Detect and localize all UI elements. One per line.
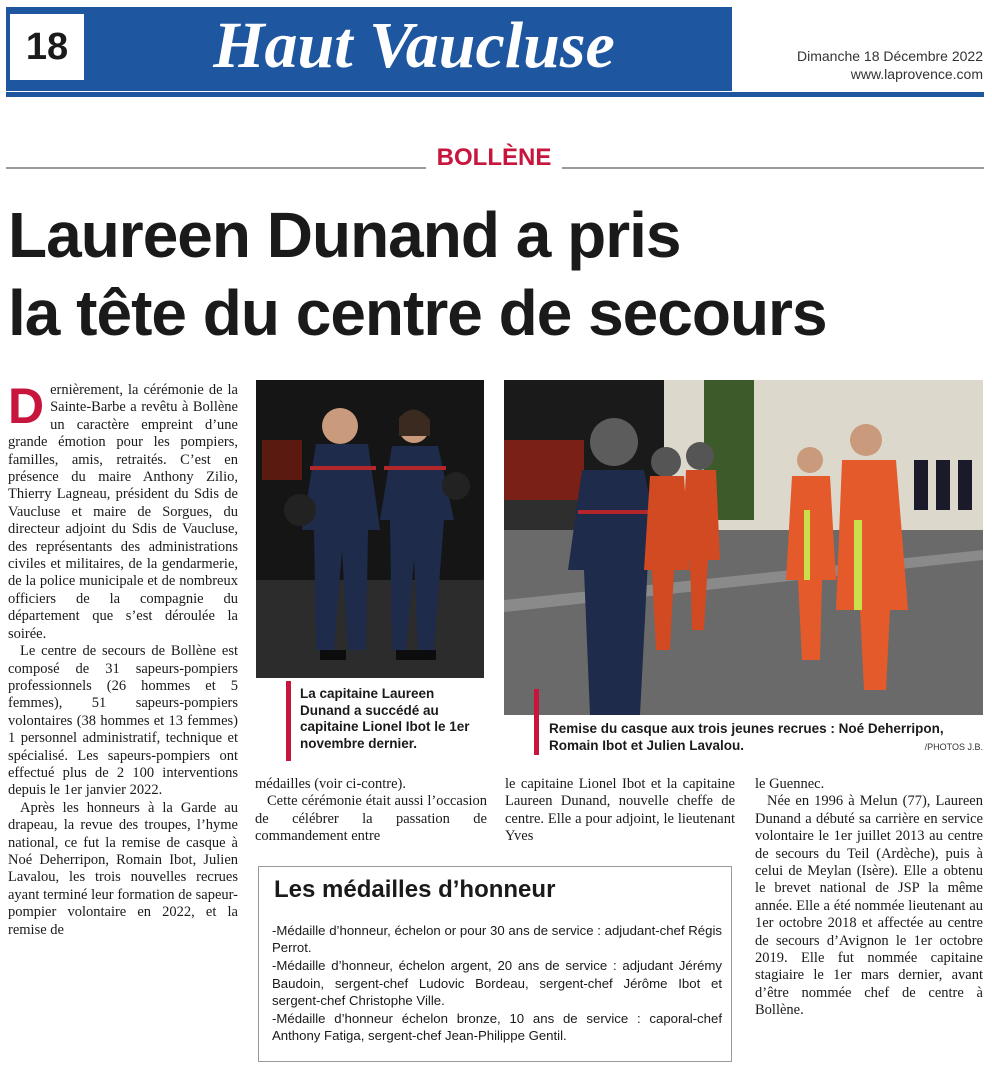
issue-date: Dimanche 18 Décembre 2022 xyxy=(797,48,983,64)
section-title: Haut Vaucluse xyxy=(213,9,615,82)
photo-ceremony-illustration xyxy=(504,380,983,715)
masthead-rule xyxy=(6,92,984,97)
headline-line-2: la tête du centre de secours xyxy=(8,277,827,349)
kicker-rule-right xyxy=(562,167,984,169)
photo-caption-1: La capitaine Laureen Dunand a succédé au capitaine Lionel Ibot le 1er novembre dernier. xyxy=(300,686,470,751)
article-column-4 xyxy=(755,776,983,1020)
article-paragraph: médailles (voir ci-contre). xyxy=(255,776,406,792)
medal-item: -Médaille d’honneur, échelon argent, 20 ans de service : adjudant Jérémy Baudoin, sergent-chef Ludovic Bordeau, sergent-chef Jérôme Ibot et sergent-chef Christophe Ville. xyxy=(272,958,722,1008)
article-paragraph: Après les honneurs à la Garde au drapeau, la revue des troupes, l’hyme national, ce fut la remise de casque à Noé Deherripon, Romain Ibot, Julien Lavalou, les trois nouvelles recrues ayant terminé leur formation de sapeur-pompier volontaire en 2022, et la remise de xyxy=(8,799,238,938)
article-paragraph: le Guennec. xyxy=(755,776,825,792)
article-column-2 xyxy=(255,776,487,846)
photo-credit: /PHOTOS J.B. xyxy=(924,742,983,752)
article-paragraph xyxy=(8,378,238,643)
paragraph-text: ernièrement, la cérémonie de la Sainte-Barbe a revêtu à Bollène un caractère empreint d’une grande émotion pour les pompiers, familles, amis, retraités. C’est en présence du maire Anthony Zilio, Thierry Lagneau, président du Sdis de Vaucluse et maire de Sorgues, du directeur adjoint du Sdis de Vaucluse, des représentants des administrations civiles et militaires, de la gendarmerie, de la police municipale et de nombreux officiers de la compagnie du département que s’est déroulée la soirée. xyxy=(8,382,238,642)
website: www.laprovence.com xyxy=(850,66,983,82)
medals-list xyxy=(272,922,722,1045)
article-column-3 xyxy=(505,776,735,846)
article-paragraph: le capitaine Lionel Ibot et la capitaine Laureen Dunand, nouvelle cheffe de centre. Elle a pour adjoint, le lieutenant Yves xyxy=(505,776,735,845)
kicker-rule-left xyxy=(6,167,426,169)
photo-officers-portrait xyxy=(256,380,484,678)
article-paragraph: Le centre de secours de Bollène est composé de 31 sapeurs-pompiers professionnels (26 hommes et 5 femmes), 51 sapeurs-pompiers volontaires (38 hommes et 13 femmes) 1 personnel administratif, technique et spécialisé. Les sapeurs-pompiers ont effectué plus de 2 100 interventions depuis le 1er janvier 2022. xyxy=(8,643,238,799)
article-paragraph: Née en 1996 à Melun (77), Laureen Dunand a débuté sa carrière en service volontaire le 1er juillet 2013 au centre de secours du Teil (Ardèche), puis à celui de Meylan (Isère). Elle a obtenu le brevet national de JSP la même année. Elle a été nommée lieutenant au 1er octobre 2018 et affectée au centre de secours d’Avignon le 1er octobre 2019. Elle fut nommée capitaine stagiaire le 1er mars dernier, avant d’être nommée chef de centre à Bollène. xyxy=(755,793,983,1019)
headline xyxy=(8,196,984,352)
caption-accent-bar xyxy=(534,689,539,755)
photo-helmet-ceremony xyxy=(504,380,983,715)
photo-caption-2: Remise du casque aux trois jeunes recrues : Noé Deherripon, Romain Ibot et Julien Lavalou. xyxy=(549,721,944,753)
medals-title: Les médailles d’honneur xyxy=(274,876,556,903)
drop-cap: D xyxy=(8,378,45,434)
article-paragraph: Cette cérémonie était aussi l’occasion de célébrer la passation de commandement entre xyxy=(255,793,487,845)
kicker: BOLLÈNE xyxy=(436,144,552,171)
medal-item: -Médaille d’honneur échelon bronze, 10 ans de service : caporal-chef Anthony Fatiga, sergent-chef Jean-Philippe Gentil. xyxy=(272,1011,722,1044)
headline-line-1: Laureen Dunand a pris xyxy=(8,199,681,271)
photo-officers-illustration xyxy=(256,380,484,678)
medal-item: -Médaille d’honneur, échelon or pour 30 ans de service : adjudant-chef Régis Perrot. xyxy=(272,923,722,956)
caption-accent-bar xyxy=(286,681,291,761)
page-number: 18 xyxy=(10,14,84,80)
article-column-1 xyxy=(8,378,238,939)
